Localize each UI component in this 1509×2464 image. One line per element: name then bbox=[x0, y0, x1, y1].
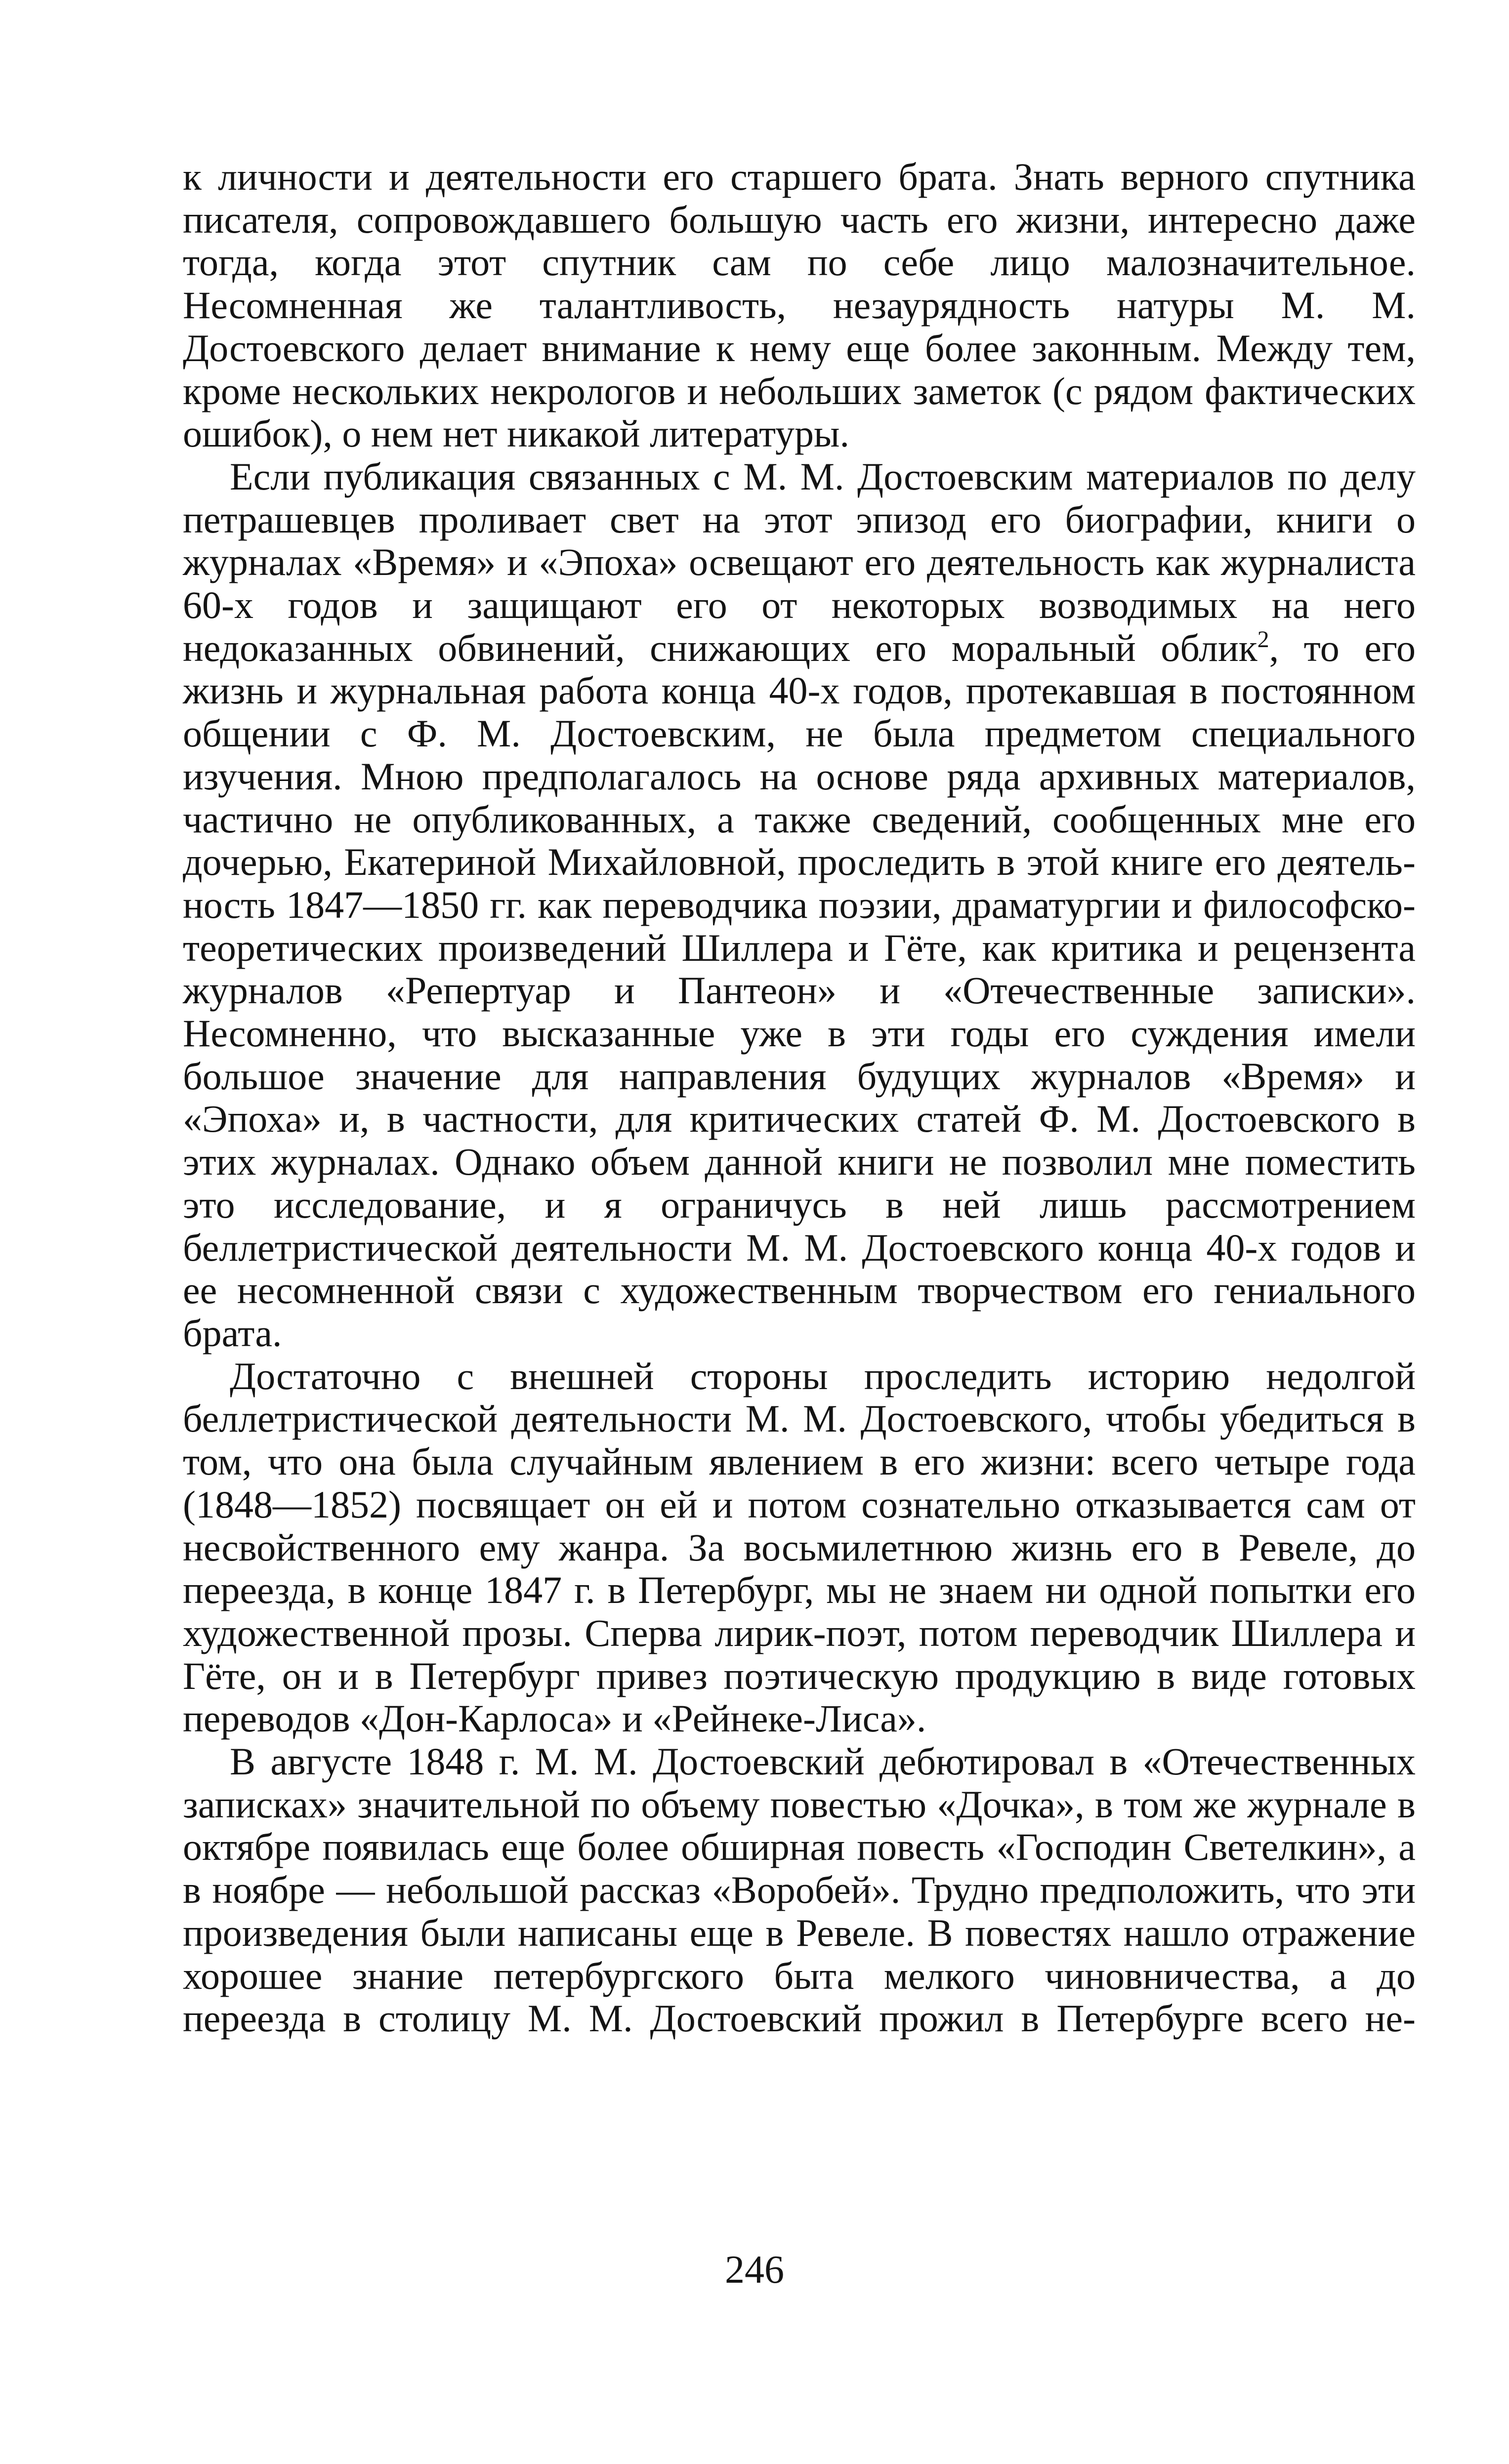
paragraph-1: к личности и деятельности его старшего брата. Знать верного спутника писателя, сопровождавшего большую часть его жизни, интересно даже тогда, когда этот спутник сам по себе лицо малозначительное. Несомненная же талантливость, незаурядность натуры М. М. Достоевского делает внимание к нему еще более законным. Между тем, кроме нескольких некрологов и небольших заметок (с рядом фактических ошибок), о нем нет никакой литературы. bbox=[183, 155, 1416, 455]
paragraph-2 bbox=[183, 455, 1416, 1355]
page-text-block bbox=[183, 156, 1416, 2040]
paragraph-2-text-after-footnote: , то его жизнь и журнальная работа конца 40-х годов, протекавшая в постоянном общении с Ф. М. Достоевским, не была предметом специального изучения. Мною предполагалось на основе ряда архивных материалов, частично не опубликованных, а также сведений, сообщенных мне его дочерью, Екатериной Михайловной, проследить в этой книге его деятельность 1847—1850 гг. как переводчика поэзии, драматургии и философско-теоретических произведений Шиллера и Гёте, как критика и рецензента журналов «Репертуар и Пантеон» и «Отечественные записки». Несомненно, что высказанные уже в эти годы его суждения имели большое значение для направления будущих журналов «Время» и «Эпоха» и, в частности, для критических статей Ф. М. Достоевского в этих журналах. Однако объем данной книги не позволил мне поместить это исследование, и я ограничусь в ней лишь рассмотрением беллетристической деятельности М. М. Достоевского конца 40-х годов и ее несомненной связи с художественным творчеством его гениального брата. bbox=[183, 626, 1416, 1355]
paragraph-2-text-before-footnote: Если публикация связанных с М. М. Достоевским материалов по делу петрашевцев проливает свет на этот эпизод его биографии, книги о журналах «Время» и «Эпоха» освещают его деятельность как журналиста 60-х годов и защищают его от некоторых возводимых на него недоказанных обвинений, снижающих его моральный облик bbox=[183, 454, 1416, 669]
page-number: 246 bbox=[725, 2248, 784, 2292]
paragraph-4: В августе 1848 г. М. М. Достоевский дебютировал в «Отечественных записках» значительной по объему повестью «Дочка», в том же журнале в октябре появилась еще более обширная повесть «Господин Светелкин», а в ноябре — небольшой рассказ «Воробей». Трудно предположить, что эти произведения были написаны еще в Ревеле. В повестях нашло отражение хорошее знание петербургского быта мелкого чиновничества, а до переезда в столицу М. М. Достоевский прожил в Петербурге всего не- bbox=[183, 1740, 1416, 2040]
paragraph-3: Достаточно с внешней стороны проследить историю недолгой беллетристической деятельности М. М. Достоевского, чтобы убедиться в том, что она была случайным явлением в его жизни: всего четыре года (1848—1852) посвящает он ей и потом сознательно отказывается сам от несвойственного ему жанра. За восьмилетнюю жизнь его в Ревеле, до переезда, в конце 1847 г. в Петербург, мы не знаем ни одной попытки его художественной прозы. Сперва лирик-поэт, потом переводчик Шиллера и Гёте, он и в Петербург привез поэтическую продукцию в виде готовых переводов «Дон-Карлоса» и «Рейнеке-Лиса». bbox=[183, 1354, 1416, 1740]
footnote-marker[interactable]: 2 bbox=[1257, 626, 1269, 653]
